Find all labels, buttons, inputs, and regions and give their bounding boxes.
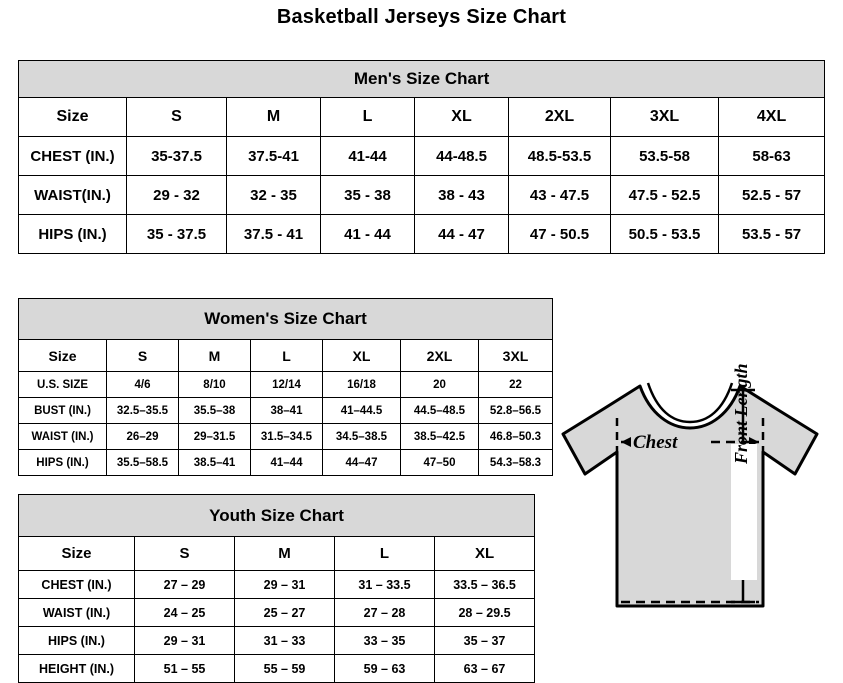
youth-size-chart [18, 494, 534, 683]
front-length-label-backdrop [731, 444, 757, 580]
womens-cell: 35.5–58.5 [107, 450, 179, 476]
womens-column-header: XL [323, 340, 401, 372]
mens-row-label: WAIST(IN.) [19, 176, 127, 215]
youth-caption: Youth Size Chart [19, 495, 535, 537]
mens-column-header: 2XL [509, 98, 611, 137]
womens-column-header: Size [19, 340, 107, 372]
table-row [19, 655, 535, 683]
womens-cell: 16/18 [323, 372, 401, 398]
youth-caption-row [19, 495, 535, 537]
mens-size-table [18, 60, 825, 254]
chest-label: Chest [633, 432, 678, 453]
womens-header-row [19, 340, 553, 372]
youth-row-label: WAIST (IN.) [19, 599, 135, 627]
womens-column-header: 2XL [401, 340, 479, 372]
mens-row-label: CHEST (IN.) [19, 137, 127, 176]
youth-column-header: M [235, 537, 335, 571]
womens-cell: 54.3–58.3 [479, 450, 553, 476]
mens-cell: 35 - 37.5 [127, 215, 227, 254]
mens-cell: 38 - 43 [415, 176, 509, 215]
mens-column-header: M [227, 98, 321, 137]
womens-cell: 34.5–38.5 [323, 424, 401, 450]
table-row [19, 627, 535, 655]
youth-cell: 35 – 37 [435, 627, 535, 655]
womens-cell: 35.5–38 [179, 398, 251, 424]
mens-cell: 52.5 - 57 [719, 176, 825, 215]
mens-column-header: XL [415, 98, 509, 137]
youth-column-header: Size [19, 537, 135, 571]
table-row [19, 398, 553, 424]
mens-cell: 53.5 - 57 [719, 215, 825, 254]
womens-size-table [18, 298, 553, 476]
mens-cell: 35 - 38 [321, 176, 415, 215]
mens-cell: 58-63 [719, 137, 825, 176]
youth-row-label: HEIGHT (IN.) [19, 655, 135, 683]
mens-row-label: HIPS (IN.) [19, 215, 127, 254]
mens-column-header: Size [19, 98, 127, 137]
table-row [19, 599, 535, 627]
table-row [19, 372, 553, 398]
youth-cell: 51 – 55 [135, 655, 235, 683]
youth-cell: 24 – 25 [135, 599, 235, 627]
womens-column-header: S [107, 340, 179, 372]
mens-cell: 41 - 44 [321, 215, 415, 254]
jersey-measurement-diagram [545, 356, 835, 656]
mens-column-header: L [321, 98, 415, 137]
mens-header-row [19, 98, 825, 137]
table-row [19, 571, 535, 599]
womens-cell: 41–44 [251, 450, 323, 476]
youth-cell: 28 – 29.5 [435, 599, 535, 627]
womens-cell: 44–47 [323, 450, 401, 476]
mens-cell: 44-48.5 [415, 137, 509, 176]
womens-cell: 32.5–35.5 [107, 398, 179, 424]
womens-cell: 47–50 [401, 450, 479, 476]
mens-column-header: 4XL [719, 98, 825, 137]
womens-cell: 8/10 [179, 372, 251, 398]
womens-cell: 38–41 [251, 398, 323, 424]
womens-cell: 38.5–41 [179, 450, 251, 476]
table-row [19, 137, 825, 176]
womens-caption: Women's Size Chart [19, 299, 553, 340]
womens-size-chart [18, 298, 552, 476]
mens-cell: 41-44 [321, 137, 415, 176]
youth-size-table [18, 494, 535, 683]
mens-column-header: 3XL [611, 98, 719, 137]
youth-cell: 59 – 63 [335, 655, 435, 683]
womens-cell: 29–31.5 [179, 424, 251, 450]
womens-cell: 38.5–42.5 [401, 424, 479, 450]
youth-cell: 29 – 31 [235, 571, 335, 599]
womens-cell: 12/14 [251, 372, 323, 398]
mens-cell: 32 - 35 [227, 176, 321, 215]
youth-row-label: CHEST (IN.) [19, 571, 135, 599]
mens-cell: 29 - 32 [127, 176, 227, 215]
youth-cell: 33 – 35 [335, 627, 435, 655]
shirt-outline [563, 386, 817, 606]
mens-cell: 47.5 - 52.5 [611, 176, 719, 215]
youth-cell: 29 – 31 [135, 627, 235, 655]
mens-cell: 48.5-53.5 [509, 137, 611, 176]
mens-cell: 43 - 47.5 [509, 176, 611, 215]
youth-cell: 27 – 29 [135, 571, 235, 599]
youth-header-row [19, 537, 535, 571]
mens-cell: 37.5-41 [227, 137, 321, 176]
womens-column-header: L [251, 340, 323, 372]
mens-cell: 47 - 50.5 [509, 215, 611, 254]
mens-cell: 50.5 - 53.5 [611, 215, 719, 254]
womens-cell: 26–29 [107, 424, 179, 450]
womens-cell: 44.5–48.5 [401, 398, 479, 424]
womens-column-header: 3XL [479, 340, 553, 372]
youth-cell: 25 – 27 [235, 599, 335, 627]
page-title: Basketball Jerseys Size Chart [276, 6, 567, 28]
womens-column-header: M [179, 340, 251, 372]
womens-row-label: U.S. SIZE [19, 372, 107, 398]
mens-size-chart [18, 60, 824, 254]
mens-caption: Men's Size Chart [19, 61, 825, 98]
womens-cell: 20 [401, 372, 479, 398]
youth-cell: 31 – 33 [235, 627, 335, 655]
jersey-shirt-icon [545, 356, 835, 656]
front-length-label: Front Length [731, 363, 751, 464]
youth-cell: 63 – 67 [435, 655, 535, 683]
womens-row-label: HIPS (IN.) [19, 450, 107, 476]
womens-row-label: WAIST (IN.) [19, 424, 107, 450]
womens-cell: 52.8–56.5 [479, 398, 553, 424]
womens-cell: 41–44.5 [323, 398, 401, 424]
youth-column-header: L [335, 537, 435, 571]
youth-cell: 27 – 28 [335, 599, 435, 627]
mens-cell: 44 - 47 [415, 215, 509, 254]
womens-cell: 4/6 [107, 372, 179, 398]
mens-caption-row [19, 61, 825, 98]
youth-cell: 33.5 – 36.5 [435, 571, 535, 599]
table-row [19, 215, 825, 254]
youth-column-header: XL [435, 537, 535, 571]
table-row [19, 424, 553, 450]
mens-cell: 53.5-58 [611, 137, 719, 176]
youth-cell: 31 – 33.5 [335, 571, 435, 599]
youth-cell: 55 – 59 [235, 655, 335, 683]
mens-column-header: S [127, 98, 227, 137]
womens-cell: 31.5–34.5 [251, 424, 323, 450]
womens-row-label: BUST (IN.) [19, 398, 107, 424]
womens-cell: 46.8–50.3 [479, 424, 553, 450]
mens-cell: 37.5 - 41 [227, 215, 321, 254]
table-row [19, 176, 825, 215]
womens-caption-row [19, 299, 553, 340]
womens-cell: 22 [479, 372, 553, 398]
youth-row-label: HIPS (IN.) [19, 627, 135, 655]
youth-column-header: S [135, 537, 235, 571]
mens-cell: 35-37.5 [127, 137, 227, 176]
table-row [19, 450, 553, 476]
